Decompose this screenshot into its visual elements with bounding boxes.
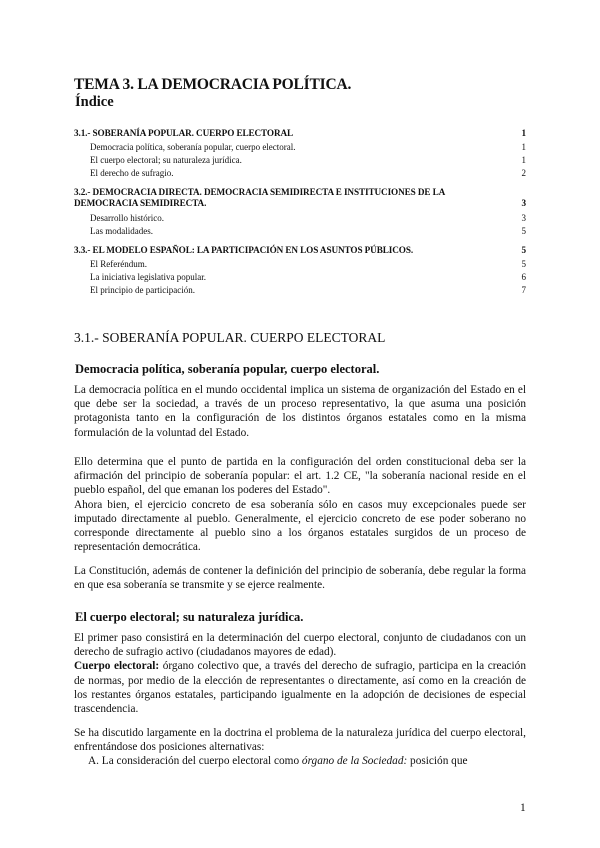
toc-entry-label: El cuerpo electoral; su naturaleza jurídica.	[90, 155, 242, 165]
toc-entry-page: 1	[521, 142, 526, 152]
toc-entry[interactable]	[74, 155, 526, 165]
paragraph-text: La Constitución, además de contener la definición del principio de soberanía, debe regular la forma en que esa soberanía se transmite y se ejerce realmente.	[74, 565, 526, 592]
toc-entry[interactable]	[74, 226, 526, 236]
toc-entry-page: 3	[521, 198, 526, 208]
toc-entry-label: El derecho de sufragio.	[90, 168, 174, 178]
toc-entry-page: 6	[521, 272, 526, 282]
section-heading: 3.1.- SOBERANÍA POPULAR. CUERPO ELECTORAL	[74, 330, 386, 345]
toc-entry-page: 2	[521, 168, 526, 178]
toc-entry-label: 3.2.- DEMOCRACIA DIRECTA. DEMOCRACIA SEMIDIRECTA E INSTITUCIONES DE LA DEMOCRACIA SEMIDIRECTA.	[74, 187, 445, 208]
toc-entry-label: La iniciativa legislativa popular.	[90, 272, 206, 282]
toc-entry-label: Desarrollo histórico.	[90, 213, 164, 223]
subsection-heading: Democracia política, soberanía popular, cuerpo electoral.	[75, 362, 380, 376]
toc-entry[interactable]	[74, 259, 526, 269]
paragraph-text	[74, 659, 526, 716]
toc-entry-label: Democracia política, soberanía popular, cuerpo electoral.	[90, 142, 296, 152]
paragraph	[74, 383, 526, 440]
toc-entry-label: 3.1.- SOBERANÍA POPULAR. CUERPO ELECTORAL	[74, 128, 294, 138]
toc-entry[interactable]	[74, 285, 526, 295]
toc-entry[interactable]	[74, 213, 526, 223]
list-item-text: A. La consideración del cuerpo electoral como	[88, 755, 302, 768]
index-heading: Índice	[75, 94, 114, 110]
paragraph-text: Ahora bien, el ejercicio concreto de esa soberanía sólo en casos muy excepcionales puede ser imputado directamente al pueblo. Generalmente, el ejercicio concreto de ese poder soberano no corresponde directamente al pueblo sino a los órganos estatales surgidos de un proceso de representación democrática.	[74, 498, 526, 554]
toc-entry-page: 1	[521, 128, 526, 138]
toc-entry-label: El Referéndum.	[90, 259, 147, 269]
toc-entry[interactable]	[74, 245, 526, 255]
toc-entry-page: 7	[521, 285, 526, 295]
paragraph-text: La democracia política en el mundo occidental implica un sistema de organización del Estado en el que debe ser la sociedad, a través de un proceso representativo, la que asuma una posición protagonista tanto en la configuración de los distintos órganos estatales como en la misma formulación de la voluntad del Estado.	[74, 384, 526, 439]
table-of-contents	[74, 128, 526, 295]
toc-entry-page: 5	[521, 259, 526, 269]
paragraph	[74, 455, 526, 554]
toc-entry-page: 1	[521, 155, 526, 165]
list-item-text: posición que	[407, 755, 468, 768]
toc-entry[interactable]	[74, 128, 526, 138]
subsection-heading: El cuerpo electoral; su naturaleza jurídica.	[75, 610, 304, 624]
paragraph	[74, 631, 526, 716]
toc-entry-page: 3	[521, 213, 526, 223]
document-title: TEMA 3. LA DEMOCRACIA POLÍTICA.	[74, 76, 352, 93]
toc-entry-label: El principio de participación.	[90, 285, 195, 295]
paragraph	[74, 564, 526, 592]
term-label: Cuerpo electoral:	[74, 660, 160, 673]
paragraph-text	[74, 754, 526, 768]
toc-entry-label: Las modalidades.	[90, 226, 153, 236]
paragraph-text: El primer paso consistirá en la determinación del cuerpo electoral, conjunto de ciudadanos con un derecho de sufragio activo (ciudadanos mayores de edad).	[74, 632, 526, 659]
paragraph-text: Se ha discutido largamente en la doctrina el problema de la naturaleza jurídica del cuerpo electoral, enfrentándose dos posiciones alternativas:	[74, 727, 526, 754]
toc-entry-label: 3.3.- EL MODELO ESPAÑOL: LA PARTICIPACIÓN EN LOS ASUNTOS PÚBLICOS.	[74, 245, 414, 255]
toc-entry[interactable]	[74, 187, 526, 209]
italic-term: órgano de la Sociedad:	[301, 755, 408, 768]
toc-entry-page: 5	[521, 245, 526, 255]
toc-entry[interactable]	[74, 168, 526, 178]
toc-entry[interactable]	[74, 272, 526, 282]
toc-entry-page: 5	[521, 226, 526, 236]
paragraph	[74, 726, 526, 769]
toc-entry[interactable]	[74, 142, 526, 152]
page-number: 1	[520, 802, 526, 814]
paragraph-text: Ello determina que el punto de partida en la configuración del orden constitucional deba ser la afirmación del principio de soberanía popular: el art. 1.2 CE, "la soberanía nacional reside en el pueblo español, del que emanan los poderes del Estado".	[74, 456, 526, 497]
term-definition: órgano colectivo que, a través del derecho de sufragio, participa en la creación de normas, por medio de la elección de representantes o directamente, así como en la creación de los restantes órganos estatales, participando igualmente en la adopción de decisiones de especial trascendencia.	[74, 660, 526, 716]
